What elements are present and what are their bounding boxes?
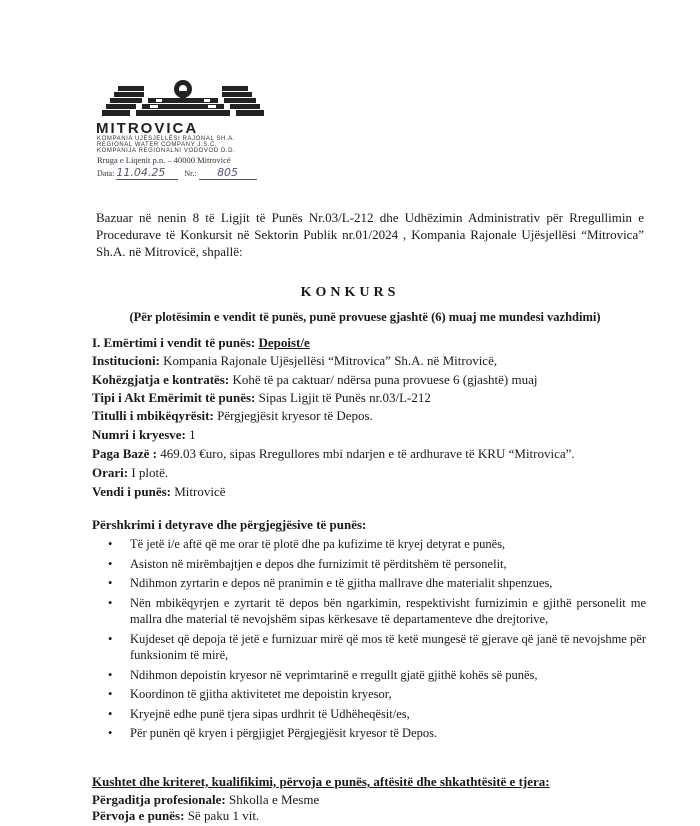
- field-value: Shkolla e Mesme: [228, 792, 320, 807]
- date-label: Data:: [97, 169, 115, 178]
- duties-heading: Përshkrimi i detyrave dhe përgjegjësive të punës:: [92, 517, 367, 532]
- field-label: Orari:: [92, 465, 129, 480]
- criteria-heading: Kushtet dhe kriteret, kualifikimi, përvoja e punës, aftësitë dhe shkathtësitë e tjera:: [92, 774, 550, 789]
- field-value: Kompania Rajonale Ujësjellësi “Mitrovica” Sh.A. në Mitrovicë,: [163, 353, 498, 368]
- company-address: Rruga e Liqenit p.n. – 40000 Mitrovicë: [97, 155, 231, 165]
- field-label: Vendi i punës:: [92, 484, 171, 499]
- field-value: 469.03 €uro, sipas Rregullores mbi ndarjen e të ardhurave të KRU “Mitrovica”.: [160, 446, 575, 461]
- list-item: • Koordinon të gjitha aktivitetet me depoistin kryesor,: [108, 687, 392, 701]
- duty-text: Ndihmon depoistin kryesor në veprimtarinë e rregullt gjatë gjithë kohës së punës,: [130, 667, 538, 682]
- field-value: Përgjegjësit kryesor të Depos.: [217, 408, 373, 423]
- duty-text: Kujdeset që depoja të jetë e furnizuar mirë që mos të ketë mungesë të gjerave që janë të nevojshme për funksionim të mirë,: [130, 631, 646, 662]
- duty-text: Koordinon të gjitha aktivitetet me depoistin kryesor,: [130, 687, 392, 701]
- field-value: Kohë të pa caktuar/ ndërsa puna provuese 6 (gjashtë) muaj: [232, 372, 538, 387]
- duties-list: [106, 536, 646, 745]
- document-subtitle: (Për plotësimin e vendit të punës, punë provuese gjashtë (6) muaj me mundesi vazhdimi): [129, 310, 601, 324]
- criteria-education: [92, 792, 319, 808]
- duty-text: Nën mbikëqyrjen e zyrtarit të depos bën ngarkimin, respektivisht furnizimin e gjithë personelit me mallra dhe material të nevojshëm sipas kërkesave të departamenteve dhe drejtorive,: [130, 595, 646, 626]
- list-item: • Ndihmon zyrtarin e depos në pranimin e të gjitha mallrave dhe materialit shpenzues,: [108, 576, 553, 590]
- field-label: I. Emërtimi i vendit të punës:: [92, 335, 256, 350]
- date-value: 11.04.25: [116, 166, 166, 179]
- field-executors-count: [92, 427, 196, 443]
- field-label: Tipi i Akt Emërimit të punës:: [92, 390, 256, 405]
- field-location: [92, 484, 226, 500]
- brand-subline: KOMPANIJA REGIONALNI VODOVOD D.D.: [97, 148, 236, 154]
- brand-subline: KOMPANIA UJËSJELLËSI RAJONAL SH.A.: [97, 136, 236, 142]
- field-base-salary: [92, 446, 575, 462]
- field-value: Depoist/e: [258, 335, 310, 350]
- field-supervisor: [92, 408, 373, 424]
- duty-text: Për punën që kryen i përgjigjet Përgjegjësit kryesor të Depos.: [130, 726, 438, 740]
- duty-text: Të jetë i/e aftë që me orar të plotë dhe pa kufizime të kryej detyrat e punës,: [130, 537, 506, 551]
- field-contract-duration: [92, 372, 537, 388]
- field-value: Së paku 1 vit.: [187, 808, 260, 823]
- intro-paragraph: Bazuar në nenin 8 të Ligjit të Punës Nr.03/L-212 dhe Udhëzimin Administrativ për Rregullimin e Procedurave të Konkursit në Sektorin Publik nr.01/2024 , Kompania Rajonale Ujësjellësi “Mitrovica” Sh.A. në Mitrovicë, shpallë:: [96, 210, 644, 259]
- company-logo: [96, 80, 271, 122]
- field-position: [92, 335, 310, 351]
- duty-text: Ndihmon zyrtarin e depos në pranimin e të gjitha mallrave dhe materialit shpenzues,: [130, 576, 553, 590]
- document-title: KONKURS: [300, 285, 400, 300]
- criteria-experience: [92, 808, 259, 824]
- field-value: 1: [189, 427, 196, 442]
- list-item: • Kryejnë edhe punë tjera sipas urdhrit të Udhëheqësit/es,: [108, 706, 410, 721]
- list-item: • Të jetë i/e aftë që me orar të plotë dhe pa kufizime të kryej detyrat e punës,: [108, 537, 506, 551]
- field-value: I plotë.: [131, 465, 169, 480]
- list-item: • Ndihmon depoistin kryesor në veprimtarinë e rregullt gjatë gjithë kohës së punës,: [108, 667, 538, 682]
- field-label: Numri i kryesve:: [92, 427, 186, 442]
- list-item: • Nën mbikëqyrjen e zyrtarit të depos bën ngarkimin, respektivisht furnizimin e gjithë personelit me mallra dhe material të nevojshëm sipas kërkesave të departamenteve dhe drejtorive,: [108, 595, 646, 626]
- field-label: Paga Bazë :: [92, 446, 157, 461]
- field-label: Përvoja e punës:: [92, 808, 185, 823]
- duty-text: Asiston në mirëmbajtjen e depos dhe furnizimit të përditshëm të personelit,: [130, 556, 507, 571]
- field-institution: [92, 353, 497, 369]
- field-label: Titulli i mbikëqyrësit:: [92, 408, 214, 423]
- field-value: Mitrovicë: [174, 484, 226, 499]
- field-label: Institucioni:: [92, 353, 160, 368]
- brand-name: MITROVICA: [96, 120, 199, 137]
- list-item: • Kujdeset që depoja të jetë e furnizuar mirë që mos të ketë mungesë të gjerave që janë të nevojshme për funksionim të mirë,: [108, 631, 646, 662]
- field-label: Kohëzgjatja e kontratës:: [92, 372, 230, 387]
- reference-line: [97, 166, 257, 180]
- number-value: 805: [217, 166, 239, 179]
- list-item: • Asiston në mirëmbajtjen e depos dhe furnizimit të përditshëm të personelit,: [108, 556, 507, 571]
- duty-text: Kryejnë edhe punë tjera sipas urdhrit të Udhëheqësit/es,: [130, 706, 410, 721]
- field-label: Përgaditja profesionale:: [92, 792, 226, 807]
- list-item: • Për punën që kryen i përgjigjet Përgjegjësit kryesor të Depos.: [108, 726, 438, 740]
- field-value: Sipas Ligjit të Punës nr.03/L-212: [258, 390, 431, 405]
- number-label: Nr.:: [184, 169, 197, 178]
- field-schedule: [92, 465, 168, 481]
- brand-subline: REGIONAL WATER COMPANY J.S.C.: [97, 142, 218, 148]
- field-appointment-type: [92, 390, 431, 406]
